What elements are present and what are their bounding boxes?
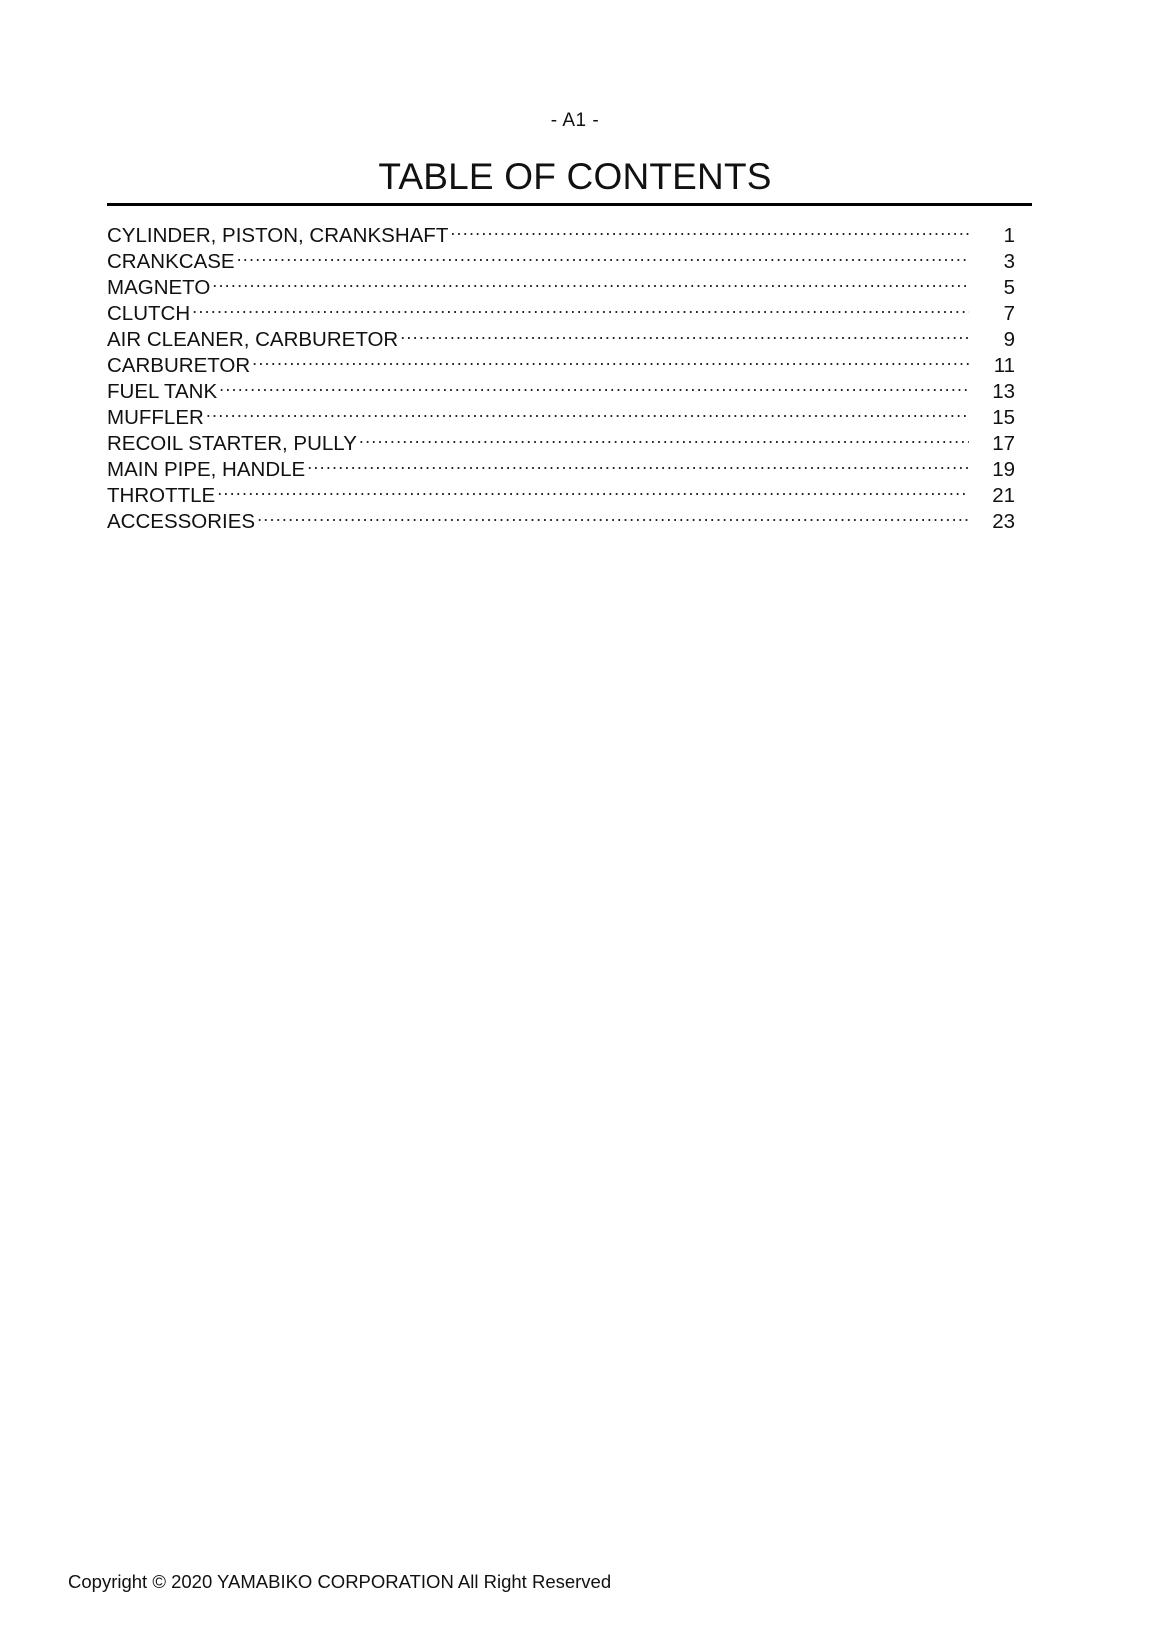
copyright-notice: Copyright © 2020 YAMABIKO CORPORATION All Right Reserved: [68, 1571, 612, 1592]
toc-entry-page: 21: [992, 484, 1015, 507]
toc-entry-label: THROTTLE: [107, 484, 216, 507]
toc-leader-dots: [359, 424, 969, 450]
toc-entry-label: MUFFLER: [107, 406, 204, 429]
toc-entry[interactable]: [107, 372, 1015, 403]
toc-entry[interactable]: [107, 320, 1015, 351]
toc-entry-label: MAIN PIPE, HANDLE: [107, 458, 306, 481]
toc-leader-dots: [237, 242, 969, 268]
toc-entry-label: FUEL TANK: [107, 380, 218, 403]
toc-entry-page: 13: [992, 380, 1015, 403]
toc-entry-label: RECOIL STARTER, PULLY: [107, 432, 357, 455]
toc-entry-page: 23: [992, 510, 1015, 533]
toc-entry-page: 15: [992, 406, 1015, 429]
toc-entry-label: CYLINDER, PISTON, CRANKSHAFT: [107, 224, 449, 247]
page-title: TABLE OF CONTENTS: [378, 156, 772, 197]
toc-entry-page: 17: [992, 432, 1015, 455]
toc-entry-page: 9: [1003, 328, 1015, 351]
toc-leader-dots: [217, 476, 969, 502]
toc-leader-dots: [192, 294, 969, 320]
toc-entry[interactable]: [107, 216, 1015, 247]
toc-entry[interactable]: [107, 502, 1015, 533]
toc-leader-dots: [252, 346, 969, 372]
toc-leader-dots: [212, 268, 969, 294]
toc-leader-dots: [206, 398, 969, 424]
toc-leader-dots: [257, 502, 969, 528]
title-divider: [107, 203, 1032, 206]
toc-entry-page: 5: [1003, 276, 1015, 299]
toc-entry-label: MAGNETO: [107, 276, 211, 299]
toc-entry[interactable]: [107, 424, 1015, 455]
toc-entry-label: CRANKCASE: [107, 250, 235, 273]
toc-leader-dots: [219, 372, 969, 398]
toc-entry-page: 3: [1003, 250, 1015, 273]
page-number: - A1 -: [550, 110, 600, 131]
toc-entry-label: CLUTCH: [107, 302, 191, 325]
toc-entry[interactable]: [107, 268, 1015, 299]
table-of-contents: [107, 216, 1015, 533]
toc-entry[interactable]: [107, 476, 1015, 507]
toc-entry-label: AIR CLEANER, CARBURETOR: [107, 328, 399, 351]
toc-leader-dots: [307, 450, 969, 476]
toc-entry-label: CARBURETOR: [107, 354, 251, 377]
toc-entry[interactable]: [107, 398, 1015, 429]
toc-entry-label: ACCESSORIES: [107, 510, 256, 533]
toc-entry-page: 19: [992, 458, 1015, 481]
toc-entry-page: 11: [993, 354, 1015, 377]
toc-leader-dots: [400, 320, 969, 346]
toc-entry-page: 1: [1003, 224, 1015, 247]
toc-entry-page: 7: [1003, 302, 1015, 325]
toc-entry[interactable]: [107, 294, 1015, 325]
toc-entry[interactable]: [107, 242, 1015, 273]
toc-leader-dots: [450, 216, 969, 242]
